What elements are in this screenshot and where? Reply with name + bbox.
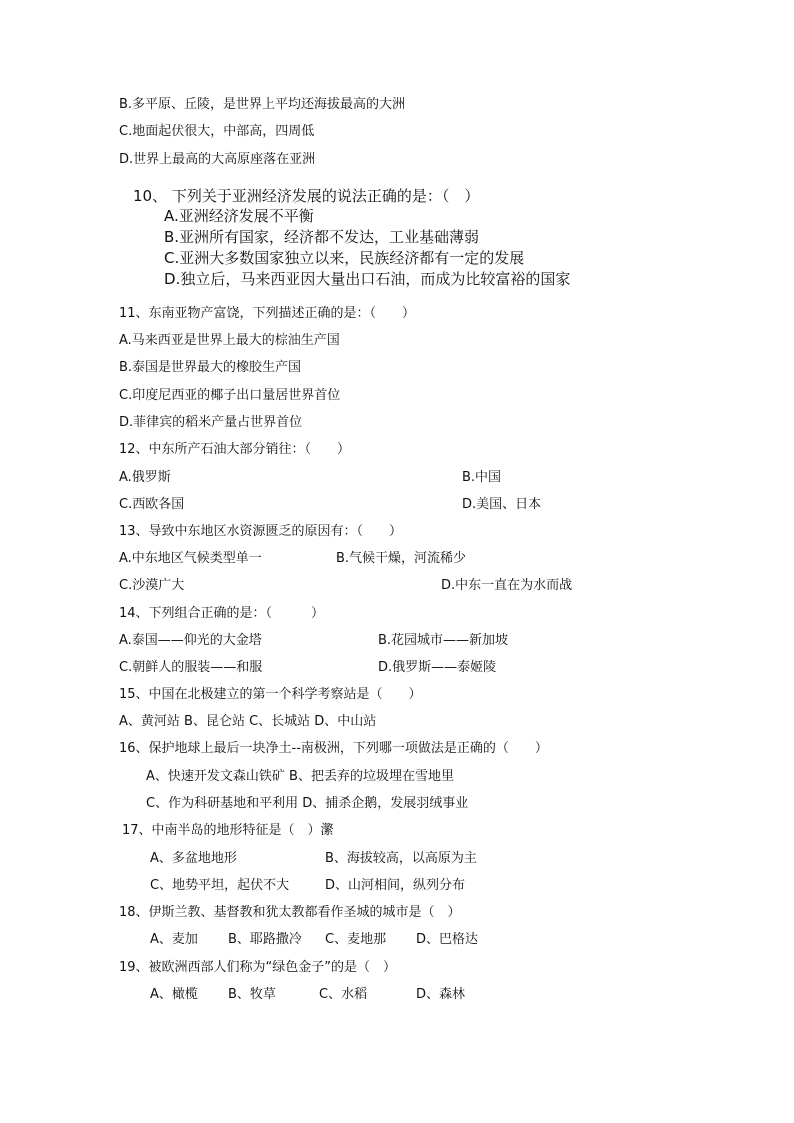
q10-option-c: C.亚洲大多数国家独立以来，民族经济都有一定的发展 — [164, 249, 525, 267]
q12-stem: 12、中东所产石油大部分销往：（ ） — [119, 442, 351, 457]
q16-options-cd: C、作为科研基地和平利用 D、捕杀企鹅，发展羽绒事业 — [146, 796, 469, 811]
q13-option-d: D.中东一直在为水而战 — [441, 578, 573, 593]
q17-stem: 17、中南半岛的地形特征是（ ）瀿 — [122, 823, 334, 838]
q9-option-c: C.地面起伏很大，中部高，四周低 — [119, 124, 315, 139]
q19-stem: 19、被欧洲西部人们称为“绿色金子”的是（ ） — [119, 960, 397, 975]
q10-stem: 10、 下列关于亚洲经济发展的说法正确的是：（ ） — [133, 187, 480, 205]
q19-option-a: A、橄榄 — [150, 987, 198, 1002]
q13-stem: 13、导致中东地区水资源匮乏的原因有：（ ） — [119, 524, 403, 539]
q13-option-c: C.沙漠广大 — [119, 578, 185, 593]
q17-option-a: A、多盆地地形 — [150, 851, 237, 866]
q16-stem: 16、保护地球上最后一块净土--南极洲，下列哪一项做法是正确的（ ） — [119, 741, 548, 756]
q11-option-a: A.马来西亚是世界上最大的棕油生产国 — [119, 333, 340, 348]
q16-options-ab: A、快速开发文森山铁矿 B、把丢弃的垃圾埋在雪地里 — [146, 769, 454, 784]
q14-option-d: D.俄罗斯——泰姬陵 — [378, 660, 497, 675]
q14-option-c: C.朝鲜人的服装——和服 — [119, 660, 263, 675]
q12-option-a: A.俄罗斯 — [119, 470, 171, 485]
q14-option-b: B.花园城市——新加坡 — [378, 633, 509, 648]
q12-option-c: C.西欧各国 — [119, 497, 185, 512]
q15-stem: 15、中国在北极建立的第一个科学考察站是（ ） — [119, 687, 422, 702]
q12-option-b: B.中国 — [462, 470, 502, 485]
q19-option-d: D、森林 — [416, 987, 466, 1002]
q15-options: A、黄河站 B、昆仑站 C、长城站 D、中山站 — [119, 714, 377, 729]
q10-option-a: A.亚洲经济发展不平衡 — [164, 207, 314, 225]
q13-option-b: B.气候干燥，河流稀少 — [336, 551, 467, 566]
q18-stem: 18、伊斯兰教、基督教和犹太教都看作圣城的城市是（ ） — [119, 905, 461, 920]
q11-option-c: C.印度尼西亚的椰子出口量居世界首位 — [119, 388, 341, 403]
q11-option-b: B.泰国是世界最大的橡胶生产国 — [119, 360, 302, 375]
q17-option-c: C、地势平坦，起伏不大 — [150, 878, 290, 893]
q19-option-b: B、牧草 — [228, 987, 276, 1002]
q10-option-d: D.独立后，马来西亚因大量出口石油，而成为比较富裕的国家 — [164, 270, 571, 288]
q17-option-b: B、海拔较高，以高原为主 — [325, 851, 477, 866]
q10-option-b: B.亚洲所有国家，经济都不发达，工业基础薄弱 — [164, 228, 480, 246]
q12-option-d: D.美国、日本 — [462, 497, 542, 512]
q18-option-b: B、耶路撒冷 — [228, 932, 302, 947]
q9-option-b: B.多平原、丘陵，是世界上平均还海拔最高的大洲 — [119, 97, 406, 112]
q14-stem: 14、下列组合正确的是：（ ） — [119, 606, 325, 621]
q17-option-d: D、山河相间，纵列分布 — [325, 878, 466, 893]
q11-option-d: D.菲律宾的稻米产量占世界首位 — [119, 415, 303, 430]
q18-option-c: C、麦地那 — [325, 932, 387, 947]
q18-option-a: A、麦加 — [150, 932, 198, 947]
q19-option-c: C、水稻 — [319, 987, 368, 1002]
q11-stem: 11、东南亚物产富饶，下列描述正确的是：（ ） — [119, 306, 416, 321]
q13-option-a: A.中东地区气候类型单一 — [119, 551, 262, 566]
q18-option-d: D、巴格达 — [416, 932, 479, 947]
q9-option-d: D.世界上最高的大高原座落在亚洲 — [119, 152, 316, 167]
q14-option-a: A.泰国——仰光的大金塔 — [119, 633, 262, 648]
